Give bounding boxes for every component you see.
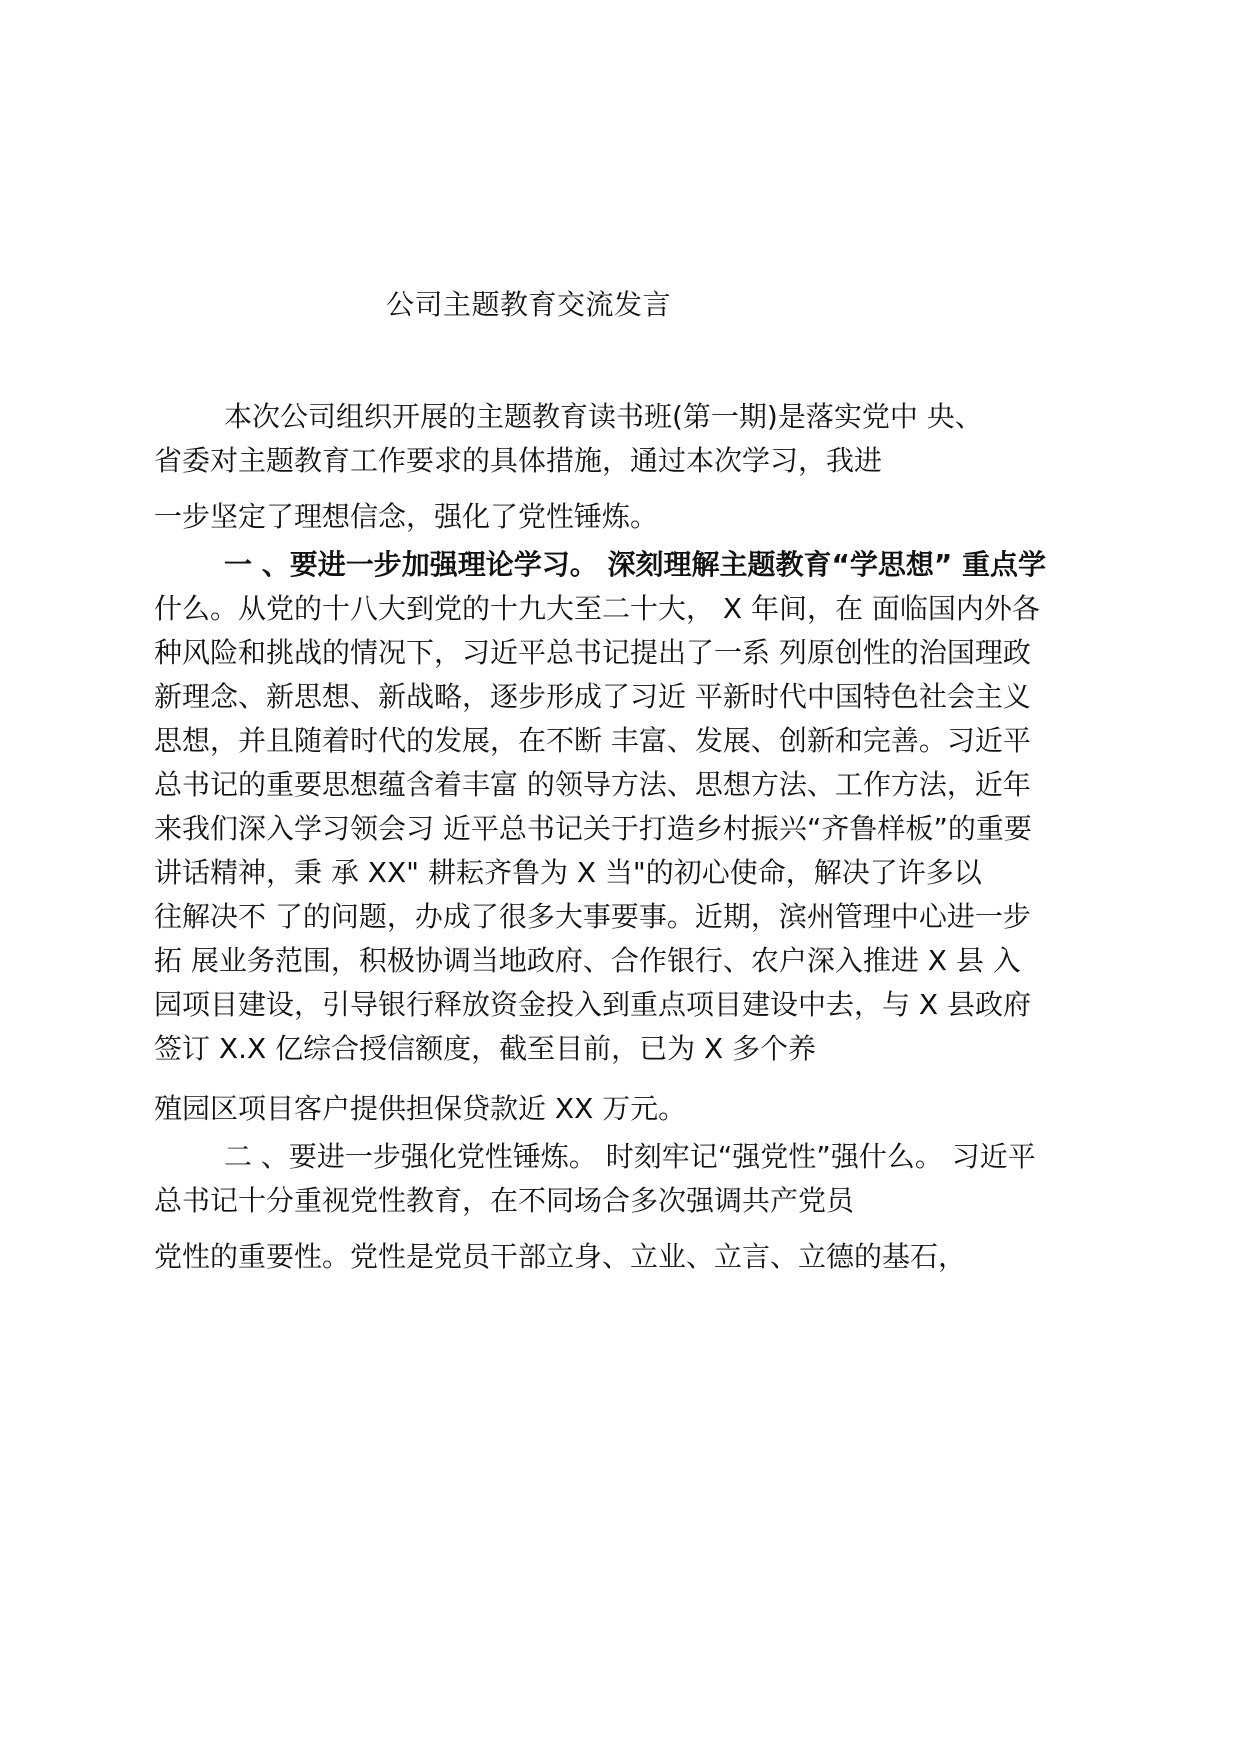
paragraph-line: 新理念、新思想、新战略，逐步形成了习近 平新时代中国特色社会主义: [154, 680, 1031, 713]
paragraph-line: 园项目建设，引导银行释放资金投入到重点项目建设中去，与 X 县政府: [154, 988, 1031, 1021]
paragraph-line: 来我们深入学习领会习 近平总书记关于打造乡村振兴“齐鲁样板”的重要: [154, 812, 1032, 845]
paragraph-line: 总书记十分重视党性教育，在不同场合多次强调共产党员: [154, 1184, 855, 1217]
paragraph-line: 讲话精神，秉 承 XX" 耕耘齐鲁为 X 当"的初心使命，解决了许多以: [154, 856, 982, 889]
document-title: 公司主题教育交流发言: [386, 288, 672, 321]
paragraph-line: 往解决不 了的问题，办成了很多大事要事。近期，滨州管理中心进一步: [154, 900, 1031, 933]
paragraph-line: 签订 X.X 亿综合授信额度，截至目前，已为 X 多个养: [154, 1032, 817, 1065]
section-heading-line: 二 、要进一步强化党性锤炼。 时刻牢记“强党性”强什么。 习近平: [224, 1140, 1036, 1173]
paragraph-line: 一步坚定了理想信念，强化了党性锤炼。: [154, 500, 659, 533]
paragraph-line: 什么。从党的十八大到党的十九大至二十大， X 年间，在 面临国内外各: [154, 592, 1040, 625]
paragraph-line: 省委对主题教育工作要求的具体措施，通过本次学习，我进: [154, 444, 883, 477]
paragraph-line: 本次公司组织开展的主题教育读书班(第一期)是落实党中 央、: [224, 400, 983, 433]
paragraph-line: 党性的重要性。党性是党员干部立身、立业、立言、立德的基石，: [154, 1240, 967, 1273]
section-heading-line: 一 、要进一步加强理论学习。 深刻理解主题教育“学思想” 重点学: [224, 548, 1047, 581]
paragraph-line: 思想，并且随着时代的发展，在不断 丰富、发展、创新和完善。习近平: [154, 724, 1031, 757]
paragraph-line: 拓 展业务范围，积极协调当地政府、合作银行、农户深入推进 X 县 入: [154, 944, 1021, 977]
paragraph-line: 殖园区项目客户提供担保贷款近 XX 万元。: [154, 1092, 687, 1125]
paragraph-line: 总书记的重要思想蕴含着丰富 的领导方法、思想方法、工作方法，近年: [154, 768, 1031, 801]
paragraph-line: 种风险和挑战的情况下，习近平总书记提出了一系 列原创性的治国理政: [154, 636, 1031, 669]
